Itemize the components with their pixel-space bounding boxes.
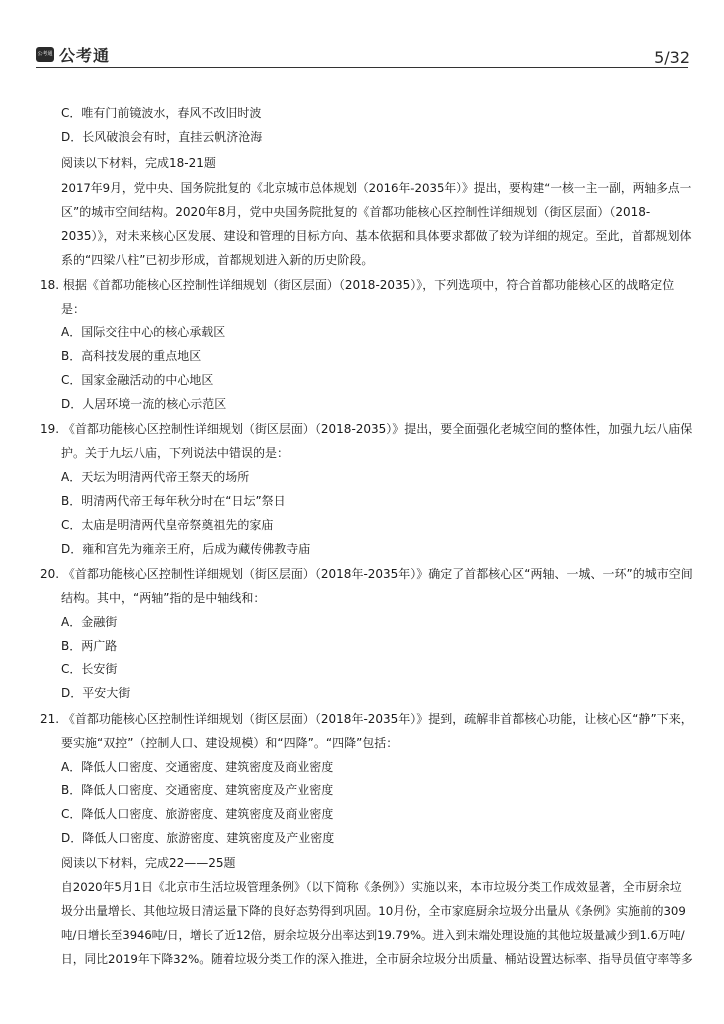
question-19-cont: 护。关于九坛八庙，下列说法中错误的是： (61, 446, 290, 460)
page-header (0, 0, 724, 70)
reading-instruction: 阅读以下材料，完成22——25题 (61, 856, 236, 870)
option-a: A．国际交往中心的核心承载区 (61, 325, 226, 339)
option-d: D．长风破浪会有时，直挂云帆济沧海 (61, 130, 263, 144)
question-19: 19. 《首都功能核心区控制性详细规划（街区层面）（2018-2035）》提出，要全面强化老城空间的整体性，加强九坛八庙保 (40, 422, 693, 436)
question-21-cont: 要实施“双控”（控制人口、建设规模）和“四降”。“四降”包括： (61, 736, 399, 750)
option-c: C．降低人口密度、旅游密度、建筑密度及商业密度 (61, 807, 334, 821)
passage-line: 日，同比2019年下降32%。随着垃圾分类工作的深入推进，全市厨余垃圾分出质量、桶站设置达标率、指导员值守率等多 (61, 952, 693, 966)
question-20: 20. 《首都功能核心区控制性详细规划（街区层面）（2018年-2035年）》确定了首都核心区“两轴、一城、一环”的城市空间 (40, 567, 693, 581)
header-divider (36, 67, 688, 68)
option-a: A．金融街 (61, 615, 118, 629)
option-c: C．唯有门前镜波水，春风不改旧时波 (61, 106, 262, 120)
option-b: B．明清两代帝王每年秋分时在“日坛”祭日 (61, 494, 286, 508)
option-c: C．太庙是明清两代皇帝祭奠祖先的家庙 (61, 518, 274, 532)
logo-icon: 公考通 (36, 47, 54, 62)
option-d: D．降低人口密度、旅游密度、建筑密度及产业密度 (61, 831, 335, 845)
page-number: 5/32 (654, 48, 690, 67)
question-18: 18. 根据《首都功能核心区控制性详细规划（街区层面）（2018-2035）》，下列选项中，符合首都功能核心区的战略定位 (40, 278, 675, 292)
passage-line: 区”的城市空间结构。2020年8月，党中央国务院批复的《首都功能核心区控制性详细规划（街区层面）（2018- (61, 205, 651, 219)
passage-line: 圾分出量增长、其他垃圾日清运量下降的良好态势得到巩固。10月份，全市家庭厨余垃圾分出量从《条例》实施前的309 (61, 904, 686, 918)
option-b: B．高科技发展的重点地区 (61, 349, 202, 363)
option-c: C．国家金融活动的中心地区 (61, 373, 214, 387)
passage-line: 系的“四梁八柱”已初步形成，首都规划进入新的历史阶段。 (61, 253, 374, 267)
passage-line: 2035）》，对未来核心区发展、建设和管理的目标方向、基本依据和具体要求都做了较为详细的规定。至此，首都规划体 (61, 229, 692, 243)
passage-line: 自2020年5月1日《北京市生活垃圾管理条例》（以下简称《条例》）实施以来，本市垃圾分类工作成效显著，全市厨余垃 (61, 880, 682, 894)
question-21: 21. 《首都功能核心区控制性详细规划（街区层面）（2018年-2035年）》提到，疏解非首都核心功能，让核心区“静”下来， (40, 712, 693, 726)
option-a: A．天坛为明清两代帝王祭天的场所 (61, 470, 250, 484)
passage-line: 吨/日增长至3946吨/日，增长了近12倍，厨余垃圾分出率达到19.79%。进入到末端处理设施的其他垃圾量减少到1.6万吨/ (61, 928, 685, 942)
option-b: B．两广路 (61, 639, 118, 653)
option-b: B．降低人口密度、交通密度、建筑密度及产业密度 (61, 783, 334, 797)
passage-line: 2017年9月，党中央、国务院批复的《北京城市总体规划（2016年-2035年）》提出，要构建“一核一主一副，两轴多点一 (61, 181, 692, 195)
question-20-cont: 结构。其中，“两轴”指的是中轴线和： (61, 591, 266, 605)
option-d: D．人居环境一流的核心示范区 (61, 397, 227, 411)
option-d: D．平安大街 (61, 686, 131, 700)
reading-instruction: 阅读以下材料，完成18-21题 (61, 156, 216, 170)
option-d: D．雍和宫先为雍亲王府，后成为藏传佛教寺庙 (61, 542, 311, 556)
option-c: C．长安街 (61, 662, 118, 676)
question-18-cont: 是： (61, 302, 86, 316)
logo (36, 44, 110, 64)
logo-text: 公考通 (59, 45, 111, 65)
option-a: A．降低人口密度、交通密度、建筑密度及商业密度 (61, 760, 334, 774)
